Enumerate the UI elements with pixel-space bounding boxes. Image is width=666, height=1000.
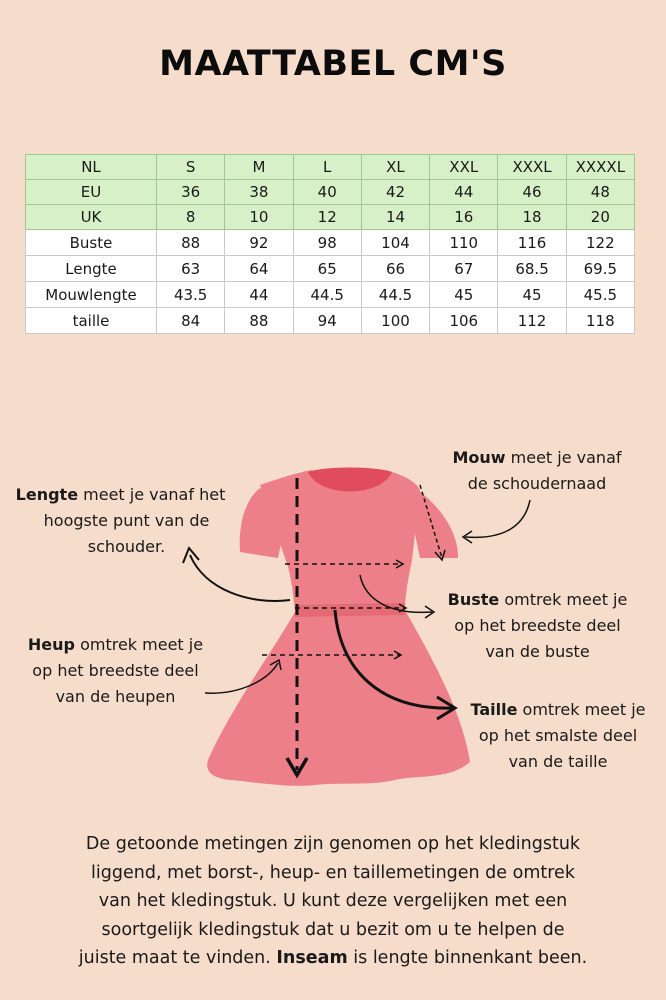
table-cell: Lengte — [26, 256, 157, 282]
table-cell: NL — [26, 155, 157, 180]
table-cell: taille — [26, 308, 157, 334]
table-cell: L — [293, 155, 361, 180]
table-cell: 68.5 — [498, 256, 566, 282]
table-cell: 110 — [430, 230, 498, 256]
table-cell: 84 — [157, 308, 225, 334]
table-cell: XL — [361, 155, 429, 180]
table-cell: 20 — [566, 205, 634, 230]
table-cell: 112 — [498, 308, 566, 334]
table-cell: 8 — [157, 205, 225, 230]
table-cell: 69.5 — [566, 256, 634, 282]
table-cell: 92 — [225, 230, 293, 256]
table-cell: 67 — [430, 256, 498, 282]
table-cell: 42 — [361, 180, 429, 205]
table-cell: 44.5 — [293, 282, 361, 308]
table-cell: XXXXL — [566, 155, 634, 180]
table-cell: 65 — [293, 256, 361, 282]
table-cell: 45 — [498, 282, 566, 308]
footer-text: De getoonde metingen zijn genomen op het kledingstuk liggend, met borst-, heup- en taillemetingen de omtrek van het kledingstuk. U kunt deze vergelijken met een soortgelijk kledingstuk dat u bezit om u te helpen de juiste maat te vinden. Inseam is lengte binnenkant been. — [78, 834, 588, 968]
table-cell: S — [157, 155, 225, 180]
inseam-label: Inseam — [276, 948, 348, 968]
table-cell: 88 — [157, 230, 225, 256]
lengte-label: Lengte — [15, 485, 79, 504]
table-cell: 116 — [498, 230, 566, 256]
mouw-note: Mouw meet je vanaf de schoudernaad — [452, 448, 622, 493]
table-cell: 44.5 — [361, 282, 429, 308]
table-cell: 43.5 — [157, 282, 225, 308]
table-cell: 40 — [293, 180, 361, 205]
table-cell: 106 — [430, 308, 498, 334]
table-cell: 10 — [225, 205, 293, 230]
table-cell: 66 — [361, 256, 429, 282]
table-cell: 36 — [157, 180, 225, 205]
table-cell: Mouwlengte — [26, 282, 157, 308]
table-cell: 122 — [566, 230, 634, 256]
lengte-callout-arrow — [190, 555, 290, 601]
table-cell: 45.5 — [566, 282, 634, 308]
heup-label: Heup — [27, 635, 75, 654]
table-cell: 104 — [361, 230, 429, 256]
buste-callout-arrow — [360, 575, 432, 612]
table-cell: 18 — [498, 205, 566, 230]
lengte-note: Lengte meet je vanaf het hoogste punt van de schouder. — [15, 485, 226, 556]
table-cell: 38 — [225, 180, 293, 205]
heup-callout-arrowhead — [270, 660, 281, 670]
table-cell: 44 — [430, 180, 498, 205]
table-cell: 100 — [361, 308, 429, 334]
table-cell: 44 — [225, 282, 293, 308]
table-cell: 16 — [430, 205, 498, 230]
table-cell: 48 — [566, 180, 634, 205]
heup-note: Heup omtrek meet je op het breedste deel van de heupen — [27, 635, 204, 706]
table-cell: 94 — [293, 308, 361, 334]
table-cell: XXL — [430, 155, 498, 180]
table-cell: UK — [26, 205, 157, 230]
table-cell: Buste — [26, 230, 157, 256]
table-cell: 88 — [225, 308, 293, 334]
table-cell: XXXL — [498, 155, 566, 180]
table-cell: 118 — [566, 308, 634, 334]
table-cell: 12 — [293, 205, 361, 230]
taille-note: Taille omtrek meet je op het smalste deel van de taille — [470, 700, 646, 771]
table-cell: 63 — [157, 256, 225, 282]
buste-note: Buste omtrek meet je op het breedste deel van de buste — [447, 590, 628, 661]
mouw-callout-arrow — [465, 500, 530, 537]
mouw-label: Mouw — [452, 448, 506, 467]
table-cell: M — [225, 155, 293, 180]
table-cell: 14 — [361, 205, 429, 230]
table-cell: EU — [26, 180, 157, 205]
table-cell: 45 — [430, 282, 498, 308]
table-cell: 46 — [498, 180, 566, 205]
table-cell: 64 — [225, 256, 293, 282]
table-cell: 98 — [293, 230, 361, 256]
taille-label: Taille — [470, 700, 518, 719]
page-title: MAATTABEL CM'S — [159, 44, 507, 84]
buste-label: Buste — [447, 590, 500, 609]
